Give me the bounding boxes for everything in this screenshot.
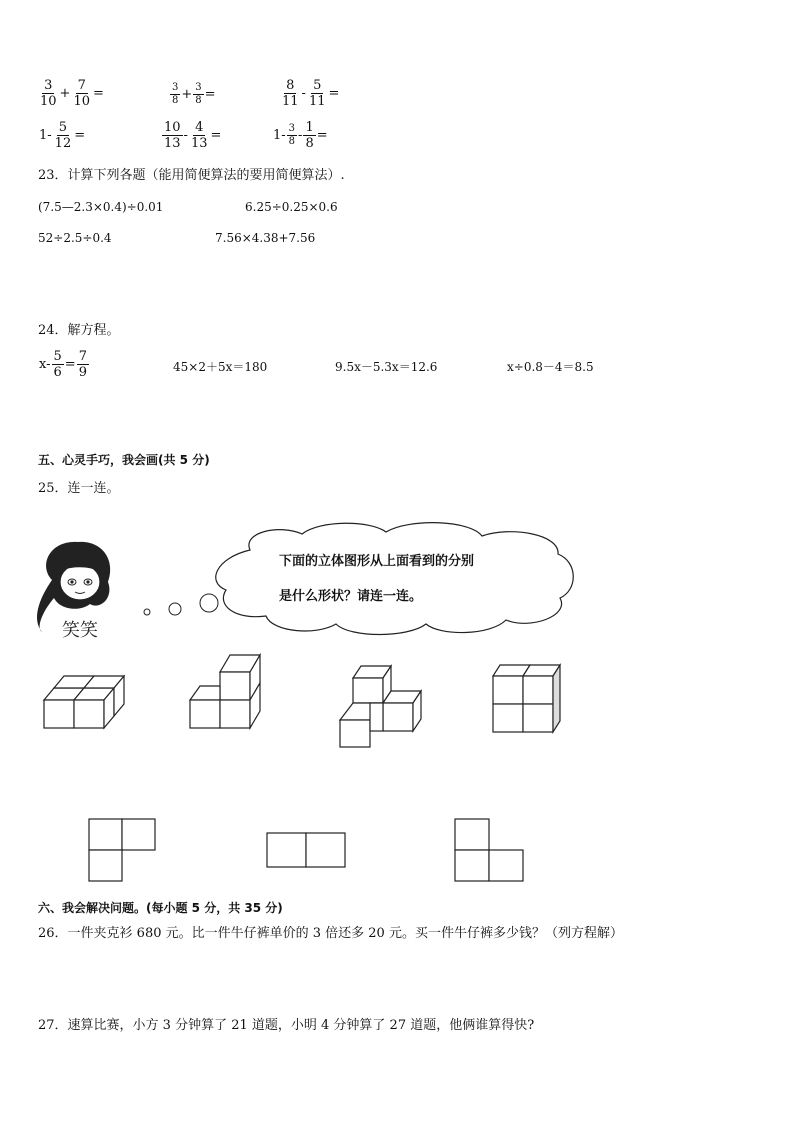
frac-expr-6: 1- $\frac{3}{8}$ - $\frac{1}{8}$ = [273, 120, 328, 151]
top-view-shape-1 [89, 819, 155, 881]
solid-figure-3 [340, 666, 421, 747]
q26-text: 26．一件夹克衫 680 元。比一件牛仔裤单价的 3 倍还多 20 元。买一件牛仔裤多少钱？（列方程解） [38, 926, 623, 941]
speech-cloud [216, 523, 573, 635]
bubble-text-line-2: 是什么形状？请连一连。 [279, 589, 423, 604]
top-view-shapes [85, 815, 535, 885]
q25-title: 25．连一连。 [38, 481, 120, 496]
solid-figure-4 [493, 665, 560, 732]
q23-title: 23．计算下列各题（能用简便算法的要用简便算法）. [38, 168, 345, 183]
q24-eq-2: 45×2＋5x＝180 [173, 360, 268, 374]
solid-figure-2 [190, 655, 260, 728]
top-view-shape-2 [267, 833, 345, 867]
section-6-title: 六、我会解决问题。(每小题 5 分，共 35 分) [38, 901, 283, 915]
character-speech-illustration [30, 520, 590, 645]
girl-character-icon [37, 542, 110, 632]
solid-figure-1 [44, 676, 124, 728]
q23-expr-4: 7.56×4.38+7.56 [215, 231, 316, 245]
frac-expr-4: 1- $\frac{5}{12}$ = [39, 120, 86, 151]
solid-figures [40, 650, 580, 755]
q23-expr-1: (7.5—2.3×0.4)÷0.01 [38, 200, 164, 214]
q27-text: 27．速算比赛，小方 3 分钟算了 21 道题，小明 4 分钟算了 27 道题，他俩谁算得快? [38, 1018, 535, 1033]
character-name: 笑笑 [62, 620, 98, 641]
top-view-shape-3 [455, 819, 523, 881]
frac-expr-2: $\frac{3}{8}$ + $\frac{3}{8}$ = [172, 82, 216, 106]
q24-eq-4: x÷0.8－4＝8.5 [507, 360, 594, 374]
bubble-text-line-1: 下面的立体图形从上面看到的分别 [279, 554, 475, 569]
q24-title: 24．解方程。 [38, 323, 120, 338]
q24-eq-1: x- $\frac{5}{6}$ = $\frac{7}{9}$ [39, 349, 87, 380]
frac-expr-1: $\frac{3}{10}$ + $\frac{7}{10}$ = [40, 78, 104, 109]
frac-expr-3: $\frac{8}{11}$ - $\frac{5}{11}$ = [282, 78, 340, 109]
q24-eq-3: 9.5x－5.3x＝12.6 [335, 360, 438, 374]
q23-expr-2: 6.25÷0.25×0.6 [245, 200, 338, 214]
frac-expr-5: $\frac{10}{13}$ - $\frac{4}{13}$ = [164, 120, 222, 151]
q23-expr-3: 52÷2.5÷0.4 [38, 231, 112, 245]
section-5-title: 五、心灵手巧，我会画(共 5 分) [38, 453, 210, 467]
